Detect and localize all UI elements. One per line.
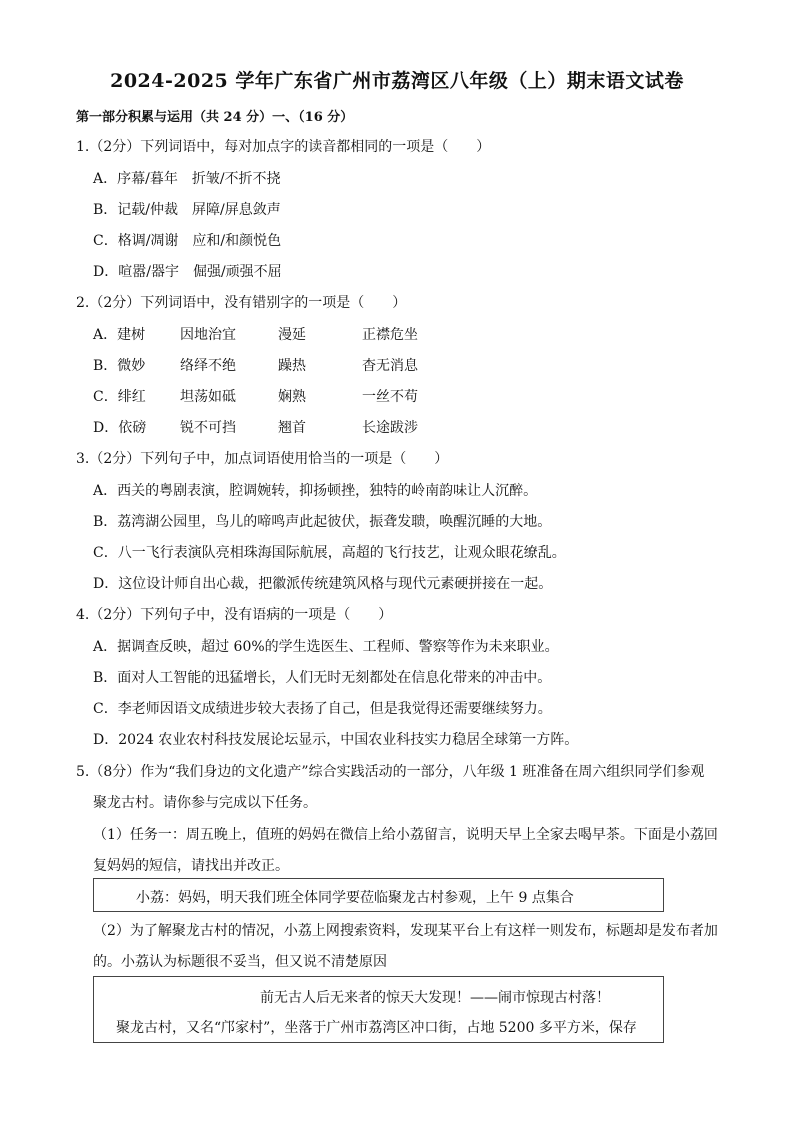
task-2-line-1: （2）为了解聚龙古村的情况，小荔上网搜索资料，发现某平台上有这样一则发布，标题却是发布者加: [93, 923, 718, 939]
article-box: [93, 976, 664, 1043]
question-3-option-b: B．荔湾湖公园里，鸟儿的啼鸣声此起彼伏，振聋发聩，唤醒沉睡的大地。: [93, 514, 552, 530]
question-3-option-d: D．这位设计师自出心裁，把徽派传统建筑风格与现代元素硬拼接在一起。: [93, 576, 553, 592]
option-word: 因地治宜: [180, 327, 236, 343]
question-1-stem: 1.（2分）下列词语中，每对加点字的读音都相同的一项是（ ）: [76, 139, 491, 155]
article-text: 聚龙古村，又名“邝家村”，坐落于广州市荔湾区冲口街，占地 5200 多平方米，保存: [116, 1020, 637, 1036]
article-title: 前无古人后无来者的惊天大发现！——闹市惊现古村落！: [260, 990, 610, 1006]
option-word: 漫延: [278, 327, 306, 343]
option-word: 长途跋涉: [362, 420, 418, 436]
question-5-stem-line-2: 聚龙古村。请你参与完成以下任务。: [93, 795, 317, 811]
question-2-option-b: [0, 355, 794, 375]
option-word: 一丝不苟: [362, 389, 418, 405]
question-3-stem: 3.（2分）下列句子中，加点词语使用恰当的一项是（ ）: [76, 451, 449, 467]
question-2-option-c: [0, 386, 794, 406]
question-4-option-b: B．面对人工智能的迅猛增长，人们无时无刻都处在信息化带来的冲击中。: [93, 670, 552, 686]
task-1-line-2: 复妈妈的短信，请找出并改正。: [93, 858, 289, 874]
question-2-option-d: [0, 417, 794, 437]
question-1-option-b: B．记载/仲裁 屏障/屏息敛声: [93, 202, 281, 218]
option-label: D．依磅: [93, 420, 147, 436]
question-4-option-d: D．2024 农业农村科技发展论坛显示，中国农业科技实力稳居全球第一方阵。: [93, 732, 579, 748]
question-4-option-c: C．李老师因语文成绩进步较大表扬了自己，但是我觉得还需要继续努力。: [93, 701, 552, 717]
message-text: 小荔：妈妈，明天我们班全体同学要莅临聚龙古村参观，上午 9 点集合: [136, 890, 574, 906]
task-1-line-1: （1）任务一：周五晚上，值班的妈妈在微信上给小荔留言，说明天早上全家去喝早茶。下面是小荔回: [93, 827, 718, 843]
question-1-option-a: A．序幕/暮年 折皱/不折不挠: [93, 171, 281, 187]
question-1-option-c: C．格调/凋谢 应和/和颜悦色: [93, 233, 282, 249]
option-label: A．建树: [93, 327, 146, 343]
option-word: 躁热: [278, 358, 306, 374]
option-word: 翘首: [278, 420, 306, 436]
option-label: B．微妙: [93, 358, 146, 374]
option-word: 络绎不绝: [180, 358, 236, 374]
option-word: 杳无消息: [362, 358, 418, 374]
option-word: 娴熟: [278, 389, 306, 405]
question-3-option-c: C．八一飞行表演队亮相珠海国际航展，高超的飞行技艺，让观众眼花缭乱。: [93, 545, 566, 561]
section-header: 第一部分积累与运用（共 24 分）一、（16 分）: [76, 110, 354, 125]
question-5-stem-line-1: 5.（8分）作为“我们身边的文化遗产”综合实践活动的一部分，八年级 1 班准备在周六组织同学们参观: [76, 764, 705, 780]
page-title: 2024-2025 学年广东省广州市荔湾区八年级（上）期末语文试卷: [110, 70, 684, 92]
option-word: 锐不可挡: [180, 420, 236, 436]
question-3-option-a: A．西关的粤剧表演，腔调婉转，抑扬顿挫，独特的岭南韵味让人沉醉。: [93, 483, 538, 499]
question-4-option-a: A．据调查反映，超过 60%的学生选医生、工程师、警察等作为未来职业。: [93, 639, 559, 655]
message-box: [93, 878, 664, 912]
question-2-option-a: [0, 324, 794, 344]
question-4-stem: 4.（2分）下列句子中，没有语病的一项是（ ）: [76, 607, 393, 623]
task-2-line-2: 的。小荔认为标题很不妥当，但又说不清楚原因: [93, 954, 387, 970]
option-word: 正襟危坐: [362, 327, 418, 343]
option-label: C．绯红: [93, 389, 146, 405]
question-2-stem: 2.（2分）下列词语中，没有错别字的一项是（ ）: [76, 295, 407, 311]
question-1-option-d: D．喧嚣/器宇 倔强/顽强不屈: [93, 264, 282, 280]
option-word: 坦荡如砥: [180, 389, 236, 405]
